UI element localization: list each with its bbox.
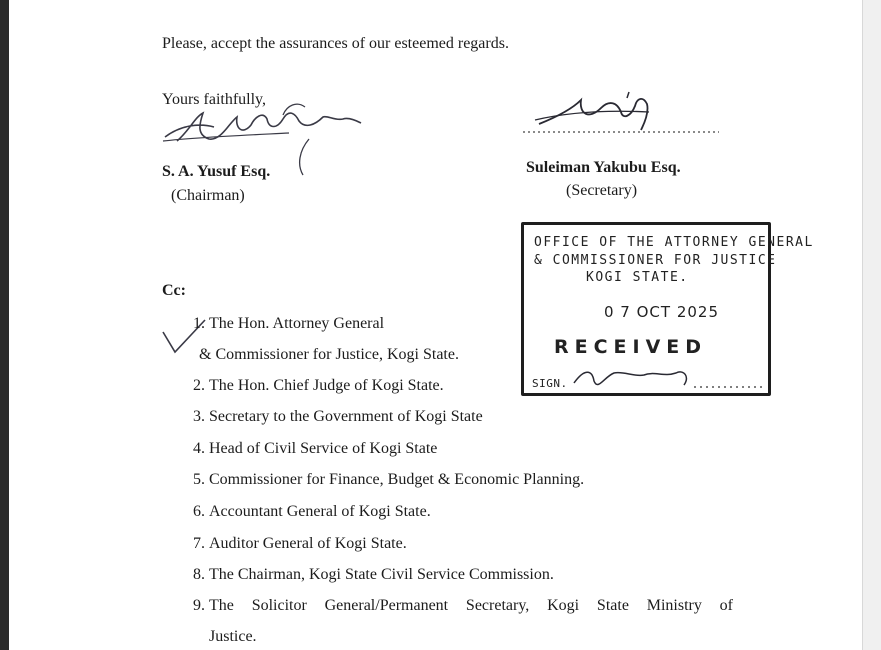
cc-item-text: Commissioner for Finance, Budget & Economic Planning. [209,471,585,488]
stamp-sign-label: SIGN. [532,377,568,390]
secretary-title: (Secretary) [566,182,638,199]
cc-item-number: 3. [193,408,205,425]
cc-item-number: 1. [193,315,205,332]
cc-item-text: Accountant General of Kogi State. [209,503,431,520]
chairman-title: (Chairman) [171,187,245,204]
cc-item-number: 6. [193,503,205,520]
stamp-office-line: OFFICE OF THE ATTORNEY GENERAL [534,235,814,250]
stamp-state-line: KOGI STATE. [586,270,689,285]
cc-item-text: Auditor General of Kogi State. [209,535,407,552]
stamp-signature [564,363,764,393]
secretary-name: Suleiman Yakubu Esq. [526,159,681,176]
stamp-status: RECEIVED [554,336,708,358]
cc-item-number: 2. [193,377,205,394]
stamp-commissioner-line: & COMMISSIONER FOR JUSTICE [534,253,777,268]
cc-item-text: Secretary to the Government of Kogi State [209,408,483,425]
viewer-scrollbar-track[interactable] [862,0,881,650]
cc-item-number: 7. [193,535,205,552]
cc-item-number: 4. [193,440,205,457]
cc-item-number: 5. [193,471,205,488]
cc-item-text: Head of Civil Service of Kogi State [209,440,438,457]
closing-line: Please, accept the assurances of our esteemed regards. [162,35,509,52]
cc-item-text: Justice. [209,628,257,645]
yours-faithfully: Yours faithfully, [162,91,267,108]
received-stamp [521,222,814,396]
cc-heading: Cc: [162,282,186,299]
document-page [9,0,862,650]
cc-item-number: 9. [193,597,205,614]
viewer-frame-left [0,0,9,650]
cc-item-number: 8. [193,566,205,583]
cc-item-text: The Hon. Attorney General [209,315,385,332]
cc-item-text: The Chairman, Kogi State Civil Service Commission. [209,566,554,583]
stamp-date: 0 7 OCT 2025 [604,303,720,321]
secretary-signature [509,86,719,146]
cc-item-text: & Commissioner for Justice, Kogi State. [199,346,459,363]
cc-item-text: The Solicitor General/Permanent Secretary, Kogi State Ministry of [209,597,733,614]
cc-item-text: The Hon. Chief Judge of Kogi State. [209,377,444,394]
chairman-name: S. A. Yusuf Esq. [162,163,271,180]
